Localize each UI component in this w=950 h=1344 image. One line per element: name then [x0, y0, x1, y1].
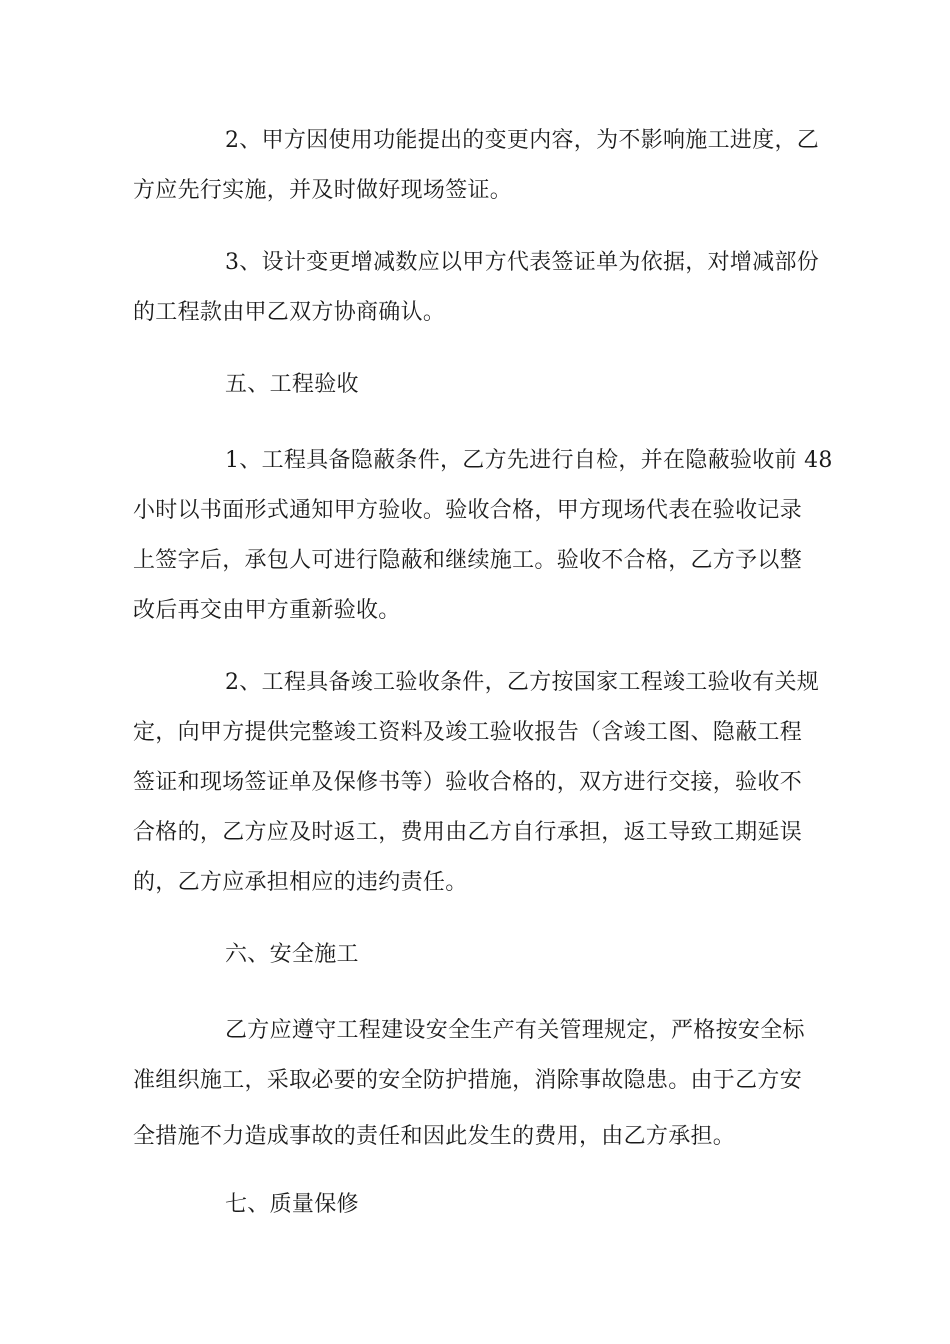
paragraph-line: 合格的，乙方应及时返工，费用由乙方自行承担，返工导致工期延误 [133, 820, 803, 845]
paragraph-line: 2、工程具备竣工验收条件，乙方按国家工程竣工验收有关规 [225, 670, 820, 695]
paragraph-line: 上签字后，承包人可进行隐蔽和继续施工。验收不合格，乙方予以整 [133, 548, 803, 573]
paragraph-line: 方应先行实施，并及时做好现场签证。 [133, 178, 513, 203]
paragraph-line: 全措施不力造成事故的责任和因此发生的费用，由乙方承担。 [133, 1124, 736, 1149]
section-heading: 五、工程验收 [225, 372, 359, 397]
paragraph-line: 准组织施工，采取必要的安全防护措施，消除事故隐患。由于乙方安 [133, 1068, 803, 1093]
paragraph-line: 的，乙方应承担相应的违约责任。 [133, 870, 468, 895]
paragraph-line: 签证和现场签证单及保修书等）验收合格的，双方进行交接，验收不 [133, 770, 803, 795]
paragraph-line: 3、设计变更增减数应以甲方代表签证单为依据，对增减部份 [225, 250, 820, 275]
paragraph-line: 2、甲方因使用功能提出的变更内容，为不影响施工进度，乙 [225, 128, 820, 153]
paragraph-line: 乙方应遵守工程建设安全生产有关管理规定，严格按安全标 [225, 1018, 805, 1043]
paragraph-line: 小时以书面形式通知甲方验收。验收合格，甲方现场代表在验收记录 [133, 498, 803, 523]
section-heading: 六、安全施工 [225, 942, 359, 967]
section-heading: 七、质量保修 [225, 1192, 359, 1217]
paragraph-line: 定，向甲方提供完整竣工资料及竣工验收报告（含竣工图、隐蔽工程 [133, 720, 803, 745]
paragraph-line: 的工程款由甲乙双方协商确认。 [133, 300, 446, 325]
paragraph-line: 1、工程具备隐蔽条件，乙方先进行自检，并在隐蔽验收前 48 [225, 448, 833, 473]
paragraph-line: 改后再交由甲方重新验收。 [133, 598, 401, 623]
